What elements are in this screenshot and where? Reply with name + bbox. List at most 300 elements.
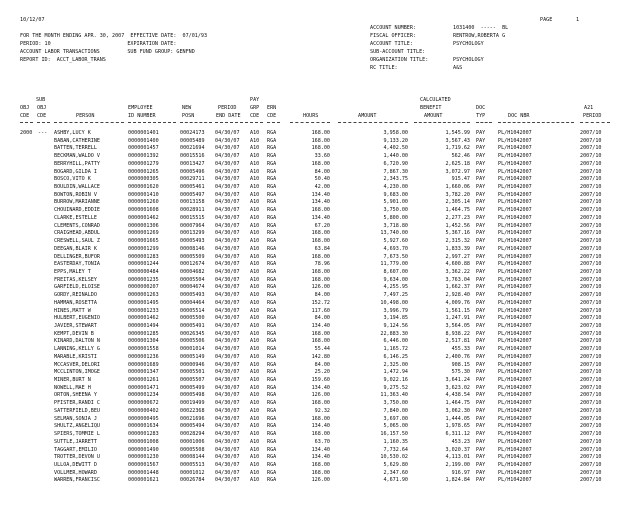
doc-nbr-cell: PL/H1042007 [498, 469, 532, 476]
col-header-benefit-amount: AMOUNT [424, 113, 443, 119]
doc-type-cell: PAY [476, 361, 486, 368]
doc-nbr-cell: PL/H1042007 [498, 338, 532, 345]
position-cell: 00026345 [180, 330, 205, 337]
doc-type-cell: PAY [476, 145, 486, 152]
a21-period-cell: 2007/10 [580, 454, 602, 461]
doc-nbr-cell: PL/H1042007 [498, 315, 532, 322]
position-cell: 00005493 [180, 292, 205, 299]
doc-type-cell: PAY [476, 384, 486, 391]
organization-title-label: ORGANIZATION TITLE: [370, 57, 429, 63]
position-cell: 00004674 [180, 284, 205, 291]
position-cell: 00028911 [180, 207, 205, 214]
amount-cell: 6,446.00 [383, 338, 408, 345]
table-row [0, 478, 623, 486]
benefit-cell: 4,009.76 [445, 299, 470, 306]
amount-cell: 1,160.35 [383, 438, 408, 445]
amount-cell: 7,497.25 [383, 292, 408, 299]
a21-period-cell: 2007/10 [580, 446, 602, 453]
earn-code-cell: RGA [267, 446, 277, 453]
end-date-cell: 04/30/07 [215, 160, 240, 167]
amount-cell: 10,530.02 [380, 454, 408, 461]
position-cell: 00005498 [180, 392, 205, 399]
pay-grp-cell: A10 [250, 392, 260, 399]
doc-type-cell: PAY [476, 323, 486, 329]
doc-nbr-cell: PL/H1042007 [498, 400, 532, 407]
hours-cell: 84.00 [314, 361, 330, 368]
employee-id-cell: 0000001665 [128, 238, 159, 245]
hours-cell: 168.00 [311, 276, 330, 283]
doc-nbr-cell: PL/H1042007 [498, 392, 532, 399]
person-cell: KEMPT,DEVIN B [54, 330, 94, 337]
doc-type-cell: PAY [476, 284, 486, 291]
earn-code-cell: RGA [267, 261, 277, 268]
doc-type-cell: PAY [476, 446, 486, 453]
end-date-cell: 04/30/07 [215, 384, 240, 391]
doc-nbr-cell: PL/H1042007 [498, 268, 532, 275]
pay-grp-cell: A10 [250, 261, 260, 268]
a21-period-cell: 2007/10 [580, 222, 602, 229]
end-date-cell: 04/30/07 [215, 369, 240, 376]
person-cell: DEEGAN,BLAIR K [54, 245, 97, 252]
doc-type-cell: PAY [476, 299, 486, 306]
amount-cell: 5,901.00 [383, 199, 408, 206]
earn-code-cell: RGA [267, 299, 277, 306]
end-date-cell: 04/30/07 [215, 268, 240, 275]
position-cell: 00005509 [180, 253, 205, 260]
amount-cell: 3,750.00 [383, 207, 408, 214]
doc-type-cell: PAY [476, 346, 486, 353]
position-cell: 00005499 [180, 384, 205, 391]
col-header-obj-cde: CDE [20, 113, 30, 119]
earn-code-cell: RGA [267, 253, 277, 260]
earn-code-cell: RGA [267, 423, 277, 430]
position-cell: 00012674 [180, 261, 205, 268]
end-date-cell: 04/30/07 [215, 253, 240, 260]
amount-cell: 4,230.00 [383, 184, 408, 191]
employee-id-cell: 0000001283 [128, 253, 159, 260]
earn-code-cell: RGA [267, 369, 277, 376]
a21-period-cell: 2007/10 [580, 431, 602, 438]
col-header-doc: DOC [476, 105, 486, 111]
amount-cell: 1,165.72 [383, 346, 408, 353]
page-number: 1 [576, 17, 580, 23]
hours-cell: 126.00 [311, 284, 330, 291]
earn-code-cell: RGA [267, 431, 277, 438]
position-cell: 00005493 [180, 238, 205, 245]
employee-id-cell: 0000001608 [128, 207, 159, 214]
end-date-cell: 04/30/07 [215, 207, 240, 214]
position-cell: 00005514 [180, 307, 205, 314]
position-cell: 00004682 [180, 268, 205, 275]
doc-nbr-cell: PL/H1042007 [498, 407, 532, 414]
employee-id-cell: 0000001634 [128, 423, 159, 430]
col-header-a21-period: PERIOD [583, 113, 602, 119]
hours-cell: 168.00 [311, 431, 330, 438]
amount-cell: 7,673.50 [383, 253, 408, 260]
position-cell: 00015515 [180, 214, 205, 221]
person-cell: GORDY,REINALDO [54, 292, 97, 299]
amount-cell: 5,927.60 [383, 238, 408, 245]
benefit-cell: 1,545.99 [445, 130, 470, 136]
a21-period-cell: 2007/10 [580, 415, 602, 422]
earn-code-cell: RGA [267, 268, 277, 275]
end-date-cell: 04/30/07 [215, 145, 240, 152]
employee-id-cell: 0000001448 [128, 469, 159, 476]
position-cell: 00005496 [180, 168, 205, 175]
organization-title-value: PSYCHOLOGY [453, 57, 484, 63]
end-date-cell: 04/30/07 [215, 307, 240, 314]
pay-grp-cell: A10 [250, 276, 260, 283]
doc-nbr-cell: PL/H1042007 [498, 454, 532, 461]
hours-cell: 78.96 [314, 261, 330, 268]
doc-type-cell: PAY [476, 214, 486, 221]
doc-type-cell: PAY [476, 315, 486, 322]
hours-cell: 84.00 [314, 315, 330, 322]
pay-grp-cell: A10 [250, 400, 260, 407]
employee-id-cell: 0000000402 [128, 407, 159, 414]
amount-cell: 8,607.00 [383, 268, 408, 275]
doc-type-cell: PAY [476, 276, 486, 283]
end-date-cell: 04/30/07 [215, 423, 240, 430]
amount-cell: 11,363.40 [380, 392, 408, 399]
earn-code-cell: RGA [267, 222, 277, 229]
doc-nbr-cell: PL/H1042007 [498, 299, 532, 306]
account-number-label: ACCOUNT NUMBER: [370, 25, 417, 31]
pay-grp-cell: A10 [250, 377, 260, 384]
col-header-benefit: BENEFIT [420, 105, 442, 111]
amount-cell: 6,720.90 [383, 160, 408, 167]
doc-nbr-cell: PL/H1042007 [498, 145, 532, 152]
col-header-period: PERIOD [218, 105, 237, 111]
employee-id-cell: 0000001306 [128, 222, 159, 229]
col-header-sub: SUB [36, 97, 46, 103]
employee-id-cell: 0000001347 [128, 369, 159, 376]
end-date-cell: 04/30/07 [215, 454, 240, 461]
employee-id-cell: 0000001261 [128, 377, 159, 384]
employee-id-cell: 0000001304 [128, 338, 159, 345]
person-cell: FREITAS,KELSEY [54, 276, 97, 283]
end-date-cell: 04/30/07 [215, 353, 240, 360]
benefit-cell: 2,277.23 [445, 214, 470, 221]
person-cell: CRAIGHEAD,ABDUL [54, 230, 101, 237]
hours-cell: 134.40 [311, 323, 330, 329]
doc-nbr-cell: PL/H1042007 [498, 222, 532, 229]
earn-code-cell: RGA [267, 338, 277, 345]
hours-cell: 134.40 [311, 454, 330, 461]
person-cell: DELLINGER,BUFOR [54, 253, 101, 260]
a21-period-cell: 2007/10 [580, 230, 602, 237]
doc-nbr-cell: PL/H1042007 [498, 214, 532, 221]
benefit-cell: 8,938.22 [445, 330, 470, 337]
end-date-cell: 04/30/07 [215, 199, 240, 206]
doc-nbr-cell: PL/H1042007 [498, 130, 532, 136]
employee-id-cell: 0000001621 [128, 477, 159, 484]
employee-id-cell: 0000001235 [128, 276, 159, 283]
col-header-grp-cde: CDE [250, 113, 260, 119]
doc-type-cell: PAY [476, 253, 486, 260]
pay-grp-cell: A10 [250, 238, 260, 245]
earn-code-cell: RGA [267, 245, 277, 252]
doc-type-cell: PAY [476, 160, 486, 167]
sub-account-title-label: SUB-ACCOUNT TITLE: [370, 49, 426, 55]
person-cell: BABAN,CATHERINE [54, 137, 101, 144]
position-cell: 00021694 [180, 145, 205, 152]
doc-nbr-cell: PL/H1042007 [498, 438, 532, 445]
earn-code-cell: RGA [267, 145, 277, 152]
benefit-cell: 2,997.27 [445, 253, 470, 260]
pay-grp-cell: A10 [250, 384, 260, 391]
doc-type-cell: PAY [476, 330, 486, 337]
benefit-cell: 1,561.15 [445, 307, 470, 314]
end-date-cell: 04/30/07 [215, 238, 240, 245]
hours-cell: 25.20 [314, 369, 330, 376]
earn-code-cell: RGA [267, 400, 277, 407]
person-cell: MARABLE,KRISTI [54, 353, 97, 360]
employee-id-cell: 0000000484 [128, 268, 159, 275]
employee-id-cell: 0000001269 [128, 230, 159, 237]
employee-id-cell: 0000001495 [128, 299, 159, 306]
pay-grp-cell: A10 [250, 199, 260, 206]
hours-cell: 168.00 [311, 145, 330, 152]
earn-code-cell: RGA [267, 330, 277, 337]
col-header-end-date: END DATE [216, 113, 241, 119]
doc-nbr-cell: PL/H1042007 [498, 160, 532, 167]
a21-period-cell: 2007/10 [580, 238, 602, 245]
person-cell: CHOUINARD,EDDIE [54, 207, 101, 214]
person-cell: MCCASVER,DELORI [54, 361, 101, 368]
end-date-cell: 04/30/07 [215, 176, 240, 183]
benefit-cell: 4,600.88 [445, 261, 470, 268]
person-cell: BOULDIN,WALLACE [54, 184, 101, 191]
a21-period-cell: 2007/10 [580, 346, 602, 353]
doc-type-cell: PAY [476, 207, 486, 214]
benefit-cell: 2,400.76 [445, 353, 470, 360]
person-cell: VOLLMER,HOWARD [54, 469, 97, 476]
employee-id-cell: 0000001265 [128, 168, 159, 175]
hours-cell: 168.00 [311, 400, 330, 407]
benefit-cell: 1,833.39 [445, 245, 470, 252]
doc-nbr-cell: PL/H1042007 [498, 423, 532, 430]
col-header-ern: ERN [267, 105, 277, 111]
doc-nbr-cell: PL/H1042007 [498, 369, 532, 376]
employee-id-cell: 0000001230 [128, 454, 159, 461]
pay-grp-cell: A10 [250, 292, 260, 299]
a21-period-cell: 2007/10 [580, 323, 602, 329]
earn-code-cell: RGA [267, 438, 277, 445]
earn-code-cell: RGA [267, 199, 277, 206]
employee-id-cell: 0000001457 [128, 145, 159, 152]
col-header-obj: OBJ [20, 105, 30, 111]
col-header-id-number: ID NUMBER [128, 113, 156, 119]
hours-cell: 134.40 [311, 384, 330, 391]
benefit-cell: 455.33 [451, 346, 470, 353]
position-cell: 00013158 [180, 199, 205, 206]
hours-cell: 84.00 [314, 168, 330, 175]
person-cell: BERRYHILL,PATTY [54, 160, 101, 167]
pay-grp-cell: A10 [250, 253, 260, 260]
pay-grp-cell: A10 [250, 168, 260, 175]
doc-type-cell: PAY [476, 245, 486, 252]
amount-cell: 5,629.80 [383, 461, 408, 468]
a21-period-cell: 2007/10 [580, 377, 602, 384]
person-cell: SELMAN,SONJA J [54, 415, 97, 422]
position-cell: 00005508 [180, 446, 205, 453]
benefit-cell: 1,444.05 [445, 415, 470, 422]
account-title-value: PSYCHOLOGY [453, 41, 484, 47]
doc-nbr-cell: PL/H1042007 [498, 230, 532, 237]
end-date-cell: 04/30/07 [215, 377, 240, 384]
doc-nbr-cell: PL/H1042007 [498, 292, 532, 299]
amount-cell: 22,883.30 [380, 330, 408, 337]
amount-cell: 13,740.00 [380, 230, 408, 237]
benefit-cell: 2,199.00 [445, 461, 470, 468]
employee-id-cell: 0000001494 [128, 323, 159, 329]
person-cell: LANNING,KELLY G [54, 346, 101, 353]
a21-period-cell: 2007/10 [580, 191, 602, 198]
benefit-cell: 1,719.62 [445, 145, 470, 152]
pay-grp-cell: A10 [250, 431, 260, 438]
employee-id-cell: 0000001567 [128, 461, 159, 468]
employee-id-cell: 0000001263 [128, 292, 159, 299]
doc-nbr-cell: PL/H1042007 [498, 330, 532, 337]
pay-grp-cell: A10 [250, 361, 260, 368]
page-label: PAGE [540, 17, 553, 23]
hours-cell: 117.60 [311, 307, 330, 314]
hours-cell: 168.00 [311, 238, 330, 245]
employee-id-cell: 0000001490 [128, 446, 159, 453]
benefit-cell: 3,072.97 [445, 168, 470, 175]
amount-cell: 9,683.00 [383, 191, 408, 198]
person-cell: HAMMAN,ROSETTA [54, 299, 97, 306]
hours-cell: 168.00 [311, 461, 330, 468]
a21-period-cell: 2007/10 [580, 423, 602, 430]
amount-cell: 4,693.70 [383, 245, 408, 252]
doc-nbr-cell: PL/H1042007 [498, 384, 532, 391]
a21-period-cell: 2007/10 [580, 214, 602, 221]
pay-grp-cell: A10 [250, 307, 260, 314]
position-cell: 00000946 [180, 361, 205, 368]
earn-code-cell: RGA [267, 361, 277, 368]
hours-cell: 168.00 [311, 268, 330, 275]
a21-period-cell: 2007/10 [580, 207, 602, 214]
doc-nbr-cell: PL/H1042007 [498, 461, 532, 468]
position-cell: 00005494 [180, 423, 205, 430]
header-line-period-expiration: PERIOD: 10 EXPIRATION DATE: [20, 41, 177, 47]
amount-cell: 4,255.95 [383, 284, 408, 291]
pay-grp-cell: A10 [250, 184, 260, 191]
person-cell: KINARD,DALTON N [54, 338, 101, 345]
benefit-cell: 1,660.06 [445, 184, 470, 191]
doc-type-cell: PAY [476, 369, 486, 376]
benefit-cell: 2,315.32 [445, 238, 470, 245]
benefit-cell: 3,763.04 [445, 276, 470, 283]
end-date-cell: 04/30/07 [215, 400, 240, 407]
person-cell: JAVIER,STEWART [54, 323, 97, 329]
person-cell: BOSCO,VITO K [54, 176, 91, 183]
col-header-person: PERSON [76, 113, 95, 119]
group-sub-obj: --- [38, 130, 48, 136]
benefit-cell: 1,452.56 [445, 222, 470, 229]
amount-cell: 16,157.50 [380, 431, 408, 438]
hours-cell: 168.00 [311, 130, 330, 136]
a21-period-cell: 2007/10 [580, 261, 602, 268]
pay-grp-cell: A10 [250, 477, 260, 484]
hours-cell: 33.60 [314, 153, 330, 160]
earn-code-cell: RGA [267, 477, 277, 484]
position-cell: 00005513 [180, 461, 205, 468]
col-header-doc-typ: TYP [476, 113, 486, 119]
end-date-cell: 04/30/07 [215, 245, 240, 252]
position-cell: 00028294 [180, 431, 205, 438]
col-header-calculated: CALCULATED [420, 97, 451, 103]
benefit-cell: 3,020.37 [445, 446, 470, 453]
hours-cell: 63.84 [314, 245, 330, 252]
pay-grp-cell: A10 [250, 284, 260, 291]
position-cell: 00022368 [180, 407, 205, 414]
amount-cell: 4,402.50 [383, 145, 408, 152]
col-header-posn: POSN [182, 113, 195, 119]
benefit-cell: 1,247.91 [445, 315, 470, 322]
position-cell: 00005500 [180, 315, 205, 322]
pay-grp-cell: A10 [250, 222, 260, 229]
employee-id-cell: 0000001558 [128, 346, 159, 353]
doc-nbr-cell: PL/H1042007 [498, 446, 532, 453]
a21-period-cell: 2007/10 [580, 268, 602, 275]
a21-period-cell: 2007/10 [580, 199, 602, 206]
person-cell: BATTEN,TERRELL [54, 145, 97, 152]
earn-code-cell: RGA [267, 276, 277, 283]
hours-cell: 152.72 [311, 299, 330, 306]
a21-period-cell: 2007/10 [580, 245, 602, 252]
amount-cell: 9,133.20 [383, 137, 408, 144]
a21-period-cell: 2007/10 [580, 168, 602, 175]
amount-cell: 1,472.94 [383, 369, 408, 376]
position-cell: 00021696 [180, 415, 205, 422]
end-date-cell: 04/30/07 [215, 153, 240, 160]
a21-period-cell: 2007/10 [580, 276, 602, 283]
fiscal-officer-value: RENTROW,ROBERTA G [453, 33, 506, 39]
end-date-cell: 04/30/07 [215, 222, 240, 229]
report-date: 10/12/07 [20, 17, 45, 23]
person-cell: CLARKE,ESTELLE [54, 214, 97, 221]
doc-type-cell: PAY [476, 191, 486, 198]
end-date-cell: 04/30/07 [215, 214, 240, 221]
person-cell: WARREN,FRANCISC [54, 477, 101, 484]
amount-cell: 5,800.00 [383, 214, 408, 221]
benefit-cell: 908.15 [451, 361, 470, 368]
doc-nbr-cell: PL/H1042007 [498, 153, 532, 160]
doc-type-cell: PAY [476, 461, 486, 468]
a21-period-cell: 2007/10 [580, 299, 602, 306]
end-date-cell: 04/30/07 [215, 392, 240, 399]
benefit-cell: 916.97 [451, 469, 470, 476]
employee-id-cell: 0000000305 [128, 176, 159, 183]
person-cell: TROTTER,DEVON U [54, 454, 101, 461]
pay-grp-cell: A10 [250, 469, 260, 476]
doc-nbr-cell: PL/H1042007 [498, 307, 532, 314]
person-cell: ORTON,SHEENA Y [54, 392, 97, 399]
hours-cell: 134.40 [311, 199, 330, 206]
end-date-cell: 04/30/07 [215, 330, 240, 337]
hours-cell: 168.00 [311, 415, 330, 422]
pay-grp-cell: A10 [250, 369, 260, 376]
earn-code-cell: RGA [267, 461, 277, 468]
earn-code-cell: RGA [267, 176, 277, 183]
pay-grp-cell: A10 [250, 323, 260, 329]
amount-cell: 5,065.00 [383, 423, 408, 430]
hours-cell: 63.70 [314, 438, 330, 445]
position-cell: 00001006 [180, 438, 205, 445]
